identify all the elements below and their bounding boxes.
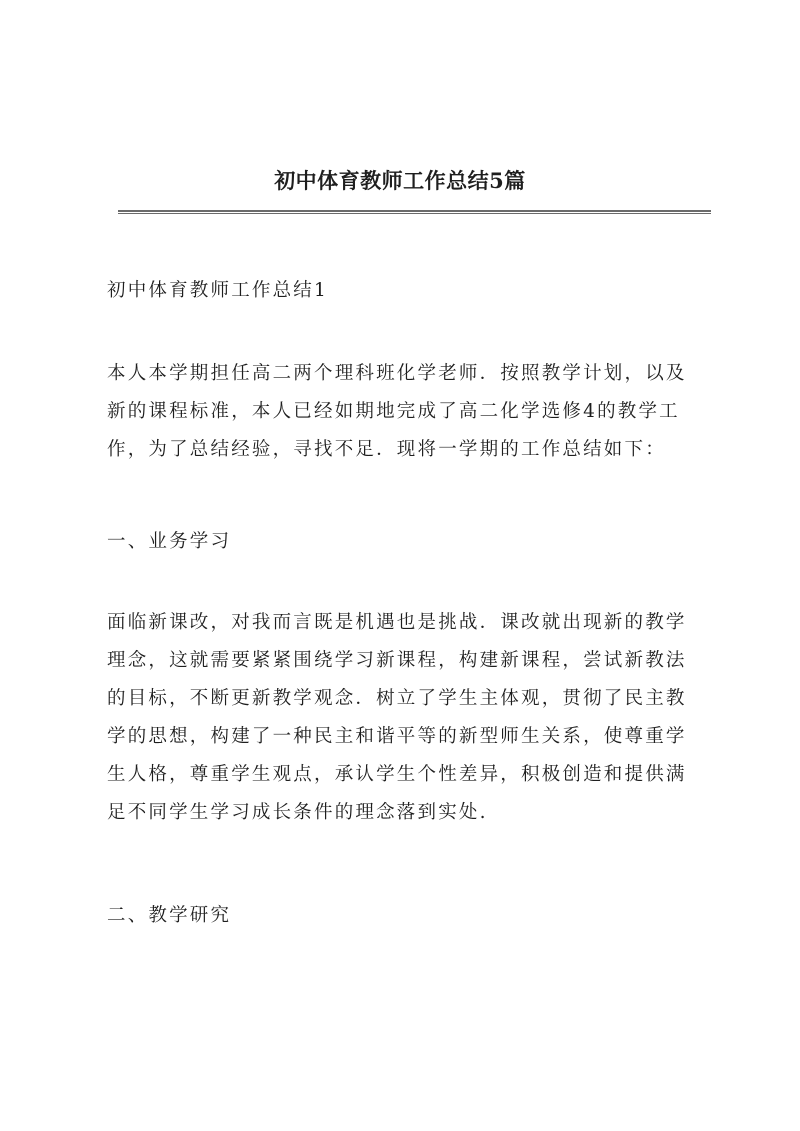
paragraph-line: 生人格，尊重学生观点，承认学生个性差异，积极创造和提供满 [107, 764, 687, 785]
paragraph-line: 学的思想，构建了一种民主和谐平等的新型师生关系，使尊重学 [107, 726, 687, 747]
paragraph-line: 本人本学期担任高二两个理科班化学老师．按照教学计划，以及 [107, 363, 687, 384]
paragraph-line: 面临新课改，对我而言既是机遇也是挑战．课改就出现新的教学 [107, 612, 687, 633]
title-divider [118, 210, 711, 214]
document-subtitle: 初中体育教师工作总结1 [107, 280, 328, 301]
business-study-paragraph [107, 604, 711, 832]
paragraph-line: 新的课程标准，本人已经如期地完成了高二化学选修4的教学工 [107, 401, 680, 422]
paragraph-line: 理念，这就需要紧紧围绕学习新课程，构建新课程，尝试新教法 [107, 650, 687, 671]
paragraph-line: 的目标，不断更新教学观念．树立了学生主体观，贯彻了民主教 [107, 688, 687, 709]
section-heading-business-study: 一、业务学习 [107, 531, 232, 552]
paragraph-line: 足不同学生学习成长条件的理念落到实处. [107, 802, 488, 823]
intro-paragraph [107, 355, 711, 469]
section-heading-teaching-research: 二、教学研究 [107, 905, 232, 926]
document-title: 初中体育教师工作总结5篇 [274, 168, 526, 193]
paragraph-line: 作，为了总结经验，寻找不足．现将一学期的工作总结如下： [107, 439, 666, 460]
